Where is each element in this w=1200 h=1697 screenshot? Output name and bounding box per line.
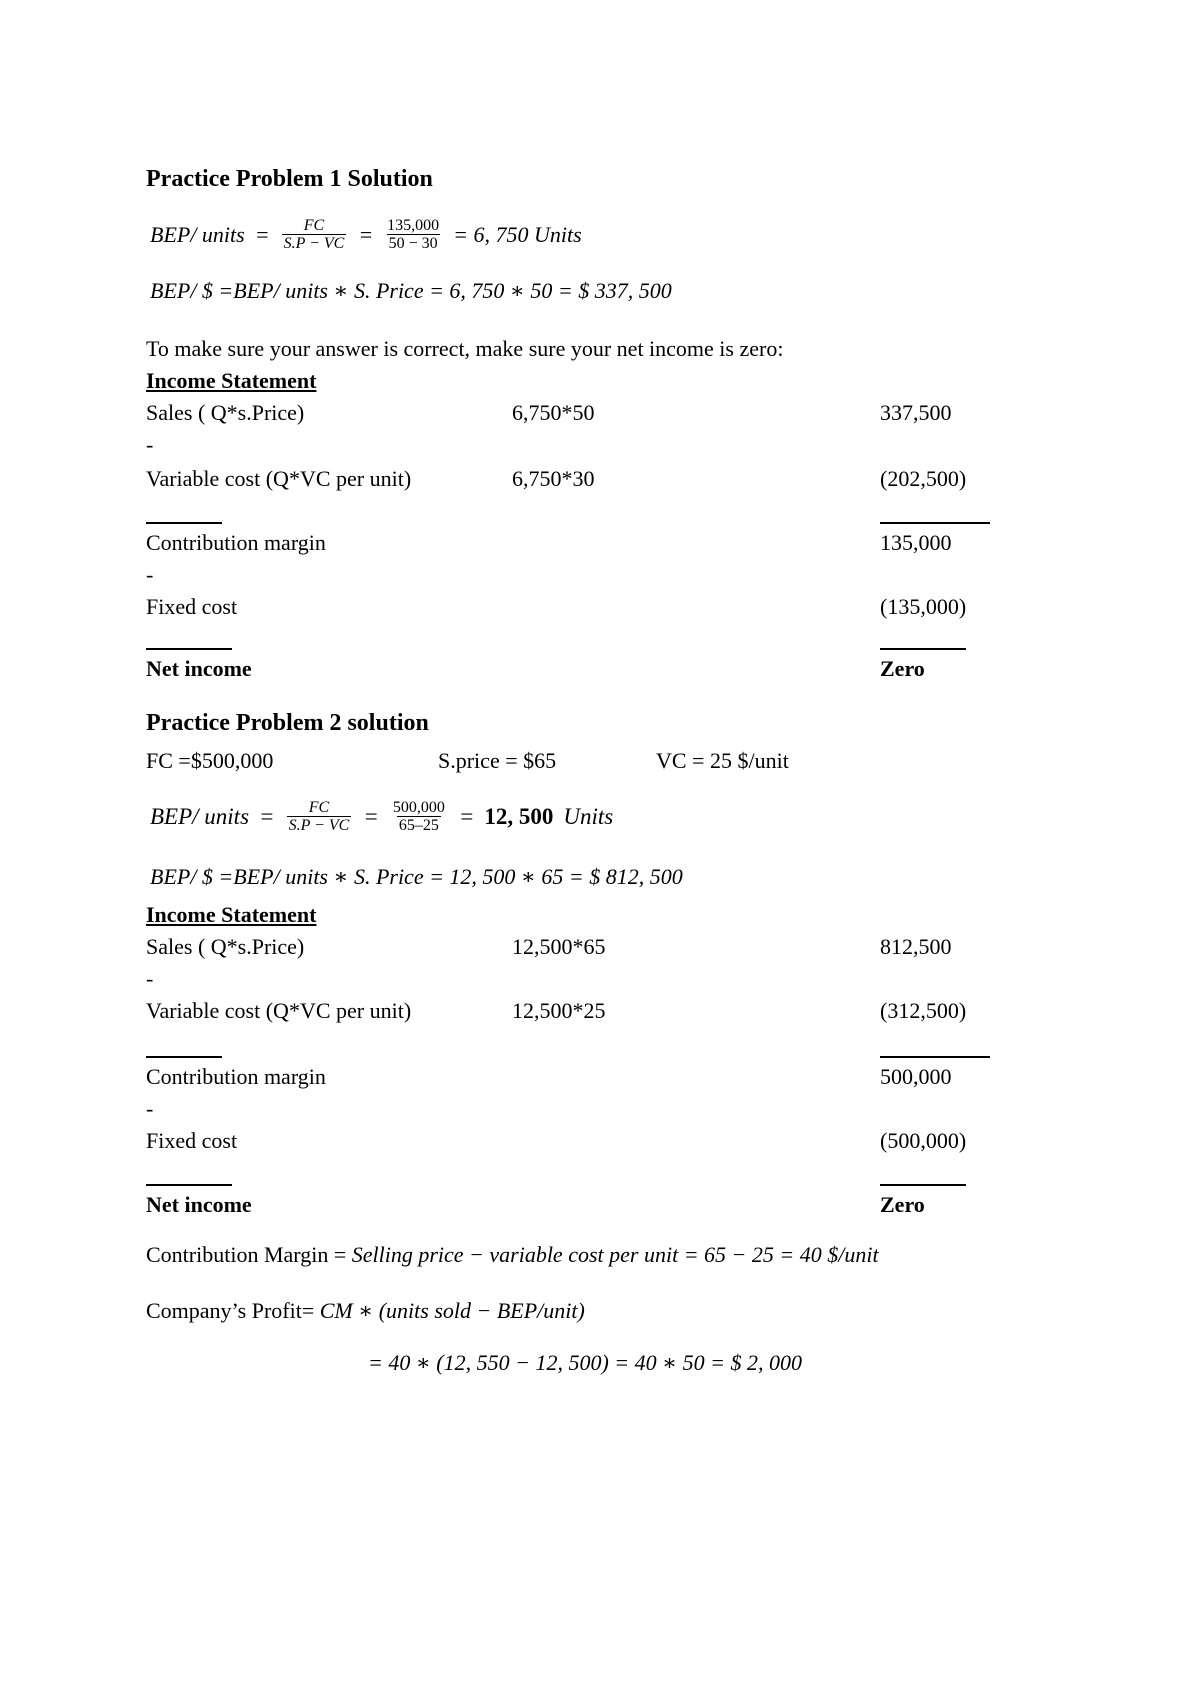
cm-line-expression: Selling price − variable cost per unit = 65 − 25 = 40 $/unit <box>351 1242 879 1267</box>
eq-sign: = <box>254 222 270 247</box>
problem1-vc-label: Variable cost (Q*VC per unit) <box>146 466 412 491</box>
fraction-values <box>391 800 447 834</box>
contribution-margin-line <box>146 1242 879 1268</box>
problem1-sales-label: Sales ( Q*s.Price) <box>146 400 305 425</box>
problem2-bep-units-equation <box>150 800 613 834</box>
problem1-sales-calc: 6,750*50 <box>512 400 595 425</box>
frac-num: 135,000 <box>387 217 440 234</box>
problem1-bep-units-equation <box>150 218 582 252</box>
problem2-sales-value: 812,500 <box>880 934 952 959</box>
eq-result-unit: Units <box>563 804 614 829</box>
frac-den: S.P − VC <box>288 817 350 834</box>
problem2-vc-calc: 12,500*25 <box>512 998 606 1023</box>
divider-line <box>146 1056 222 1058</box>
fraction-fc <box>282 218 347 252</box>
frac-num: FC <box>308 799 330 816</box>
eq-sign: = <box>259 804 275 829</box>
eq-sign: = <box>363 804 379 829</box>
problem2-net-income-label: Net income <box>146 1192 252 1217</box>
problem2-bep-dollars-equation: BEP/ $ =BEP/ units ∗ S. Price = 12, 500 ∗ 65 = $ 812, 500 <box>150 864 683 889</box>
problem1-vc-calc: 6,750*30 <box>512 466 595 491</box>
divider-line <box>880 648 966 650</box>
problem2-sales-calc: 12,500*65 <box>512 934 606 959</box>
frac-num: 500,000 <box>392 799 445 816</box>
problem1-cm-value: 135,000 <box>880 530 952 555</box>
minus-sign: - <box>146 562 154 587</box>
fraction-values <box>385 218 441 252</box>
problem1-vc-value: (202,500) <box>880 466 967 491</box>
problem2-vc-label: Variable cost (Q*VC per unit) <box>146 998 412 1023</box>
problem2-cm-label: Contribution margin <box>146 1064 326 1089</box>
problem1-cm-label: Contribution margin <box>146 530 326 555</box>
profit-calculation: = 40 ∗ (12, 550 − 12, 500) = 40 ∗ 50 = $ 2, 000 <box>368 1350 802 1375</box>
problem1-sales-value: 337,500 <box>880 400 952 425</box>
eq-sign: = <box>358 222 374 247</box>
problem1-bep-dollars-equation: BEP/ $ =BEP/ units ∗ S. Price = 6, 750 ∗ 50 = $ 337, 500 <box>150 278 672 303</box>
problem1-income-statement-heading: Income Statement <box>146 368 317 393</box>
problem2-income-statement-heading: Income Statement <box>146 902 317 927</box>
minus-sign: - <box>146 1096 154 1121</box>
eq-result-number: 12, 500 <box>484 804 554 829</box>
problem2-cm-value: 500,000 <box>880 1064 952 1089</box>
fraction-fc <box>287 800 352 834</box>
minus-sign: - <box>146 432 154 457</box>
frac-num: FC <box>303 217 325 234</box>
problem2-fc-label: Fixed cost <box>146 1128 238 1153</box>
profit-label: Company’s Profit= <box>146 1298 315 1323</box>
divider-line <box>880 1184 966 1186</box>
problem1-net-income-label: Net income <box>146 656 252 681</box>
problem1-fc-label: Fixed cost <box>146 594 238 619</box>
divider-line <box>146 1184 232 1186</box>
eq-sign: = <box>458 804 475 829</box>
divider-line <box>146 522 222 524</box>
problem1-net-income-value: Zero <box>880 656 925 681</box>
problem2-fc-value: (500,000) <box>880 1128 967 1153</box>
divider-line <box>146 648 232 650</box>
problem2-fc: FC =$500,000 <box>146 748 274 773</box>
divider-line <box>880 1056 990 1058</box>
problem1-title: Practice Problem 1 Solution <box>146 166 433 192</box>
frac-den: S.P − VC <box>283 235 345 252</box>
eq-lhs: BEP/ units <box>150 804 250 829</box>
profit-expression: CM ∗ (units sold − BEP/unit) <box>319 1298 585 1323</box>
frac-den: 65–25 <box>398 817 439 834</box>
problem2-net-income-value: Zero <box>880 1192 925 1217</box>
problem2-vc: VC = 25 $/unit <box>656 748 789 773</box>
eq-lhs: BEP/ units <box>150 222 245 247</box>
problem2-vc-value: (312,500) <box>880 998 967 1023</box>
problem2-title: Practice Problem 2 solution <box>146 710 429 736</box>
problem2-selling-price: S.price = $65 <box>438 748 557 773</box>
frac-den: 50 − 30 <box>388 235 438 252</box>
problem1-note: To make sure your answer is correct, make sure your net income is zero: <box>146 336 784 361</box>
problem1-fc-value: (135,000) <box>880 594 967 619</box>
problem2-sales-label: Sales ( Q*s.Price) <box>146 934 305 959</box>
minus-sign: - <box>146 966 154 991</box>
divider-line <box>880 522 990 524</box>
company-profit-line <box>146 1298 585 1324</box>
eq-result: = 6, 750 Units <box>453 222 582 247</box>
cm-line-label: Contribution Margin = <box>146 1242 347 1267</box>
